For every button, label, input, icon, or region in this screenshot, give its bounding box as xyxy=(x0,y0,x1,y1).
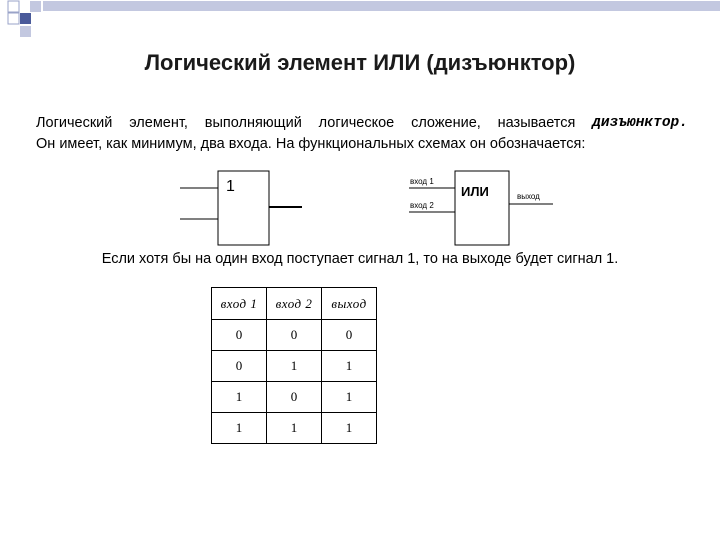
gate-label-1: 1 xyxy=(226,178,235,195)
table-cell: 1 xyxy=(322,351,377,382)
table-cell: 0 xyxy=(267,320,322,351)
word: Логический xyxy=(36,115,113,131)
table-cell: 1 xyxy=(322,382,377,413)
output-label: выход xyxy=(517,192,540,201)
word: элемент, xyxy=(129,115,188,131)
decorative-squares xyxy=(0,0,720,44)
input-2-label: вход 2 xyxy=(410,201,434,210)
paragraph-line-2: Он имеет, как минимум, два входа. На функциональных схемах он обозначается: xyxy=(36,136,586,152)
column-header: вход 2 xyxy=(267,288,322,320)
table-cell: 0 xyxy=(212,320,267,351)
word: выполняющий xyxy=(204,115,302,131)
table-header-row xyxy=(212,288,377,320)
table-cell: 0 xyxy=(267,382,322,413)
column-header: выход xyxy=(322,288,377,320)
word: сложение, xyxy=(411,115,481,131)
table-cell: 1 xyxy=(322,413,377,444)
description-paragraph xyxy=(36,113,688,155)
truth-table xyxy=(211,287,377,444)
table-row xyxy=(212,382,377,413)
table-row xyxy=(212,320,377,351)
table-cell: 1 xyxy=(267,351,322,382)
word: логическое xyxy=(318,115,395,131)
column-header: вход 1 xyxy=(212,288,267,320)
table-cell: 1 xyxy=(212,382,267,413)
table-cell: 0 xyxy=(212,351,267,382)
page-title: Логический элемент ИЛИ (дизъюнктор) xyxy=(144,50,576,75)
term-disjunctor: дизъюнктор. xyxy=(592,115,688,131)
table-row xyxy=(212,413,377,444)
table-cell: 1 xyxy=(212,413,267,444)
table-cell: 1 xyxy=(267,413,322,444)
gate-label-2: ИЛИ xyxy=(461,184,489,199)
input-1-label: вход 1 xyxy=(410,177,434,186)
table-row xyxy=(212,351,377,382)
word: называется xyxy=(497,115,576,131)
table-cell: 0 xyxy=(322,320,377,351)
rule-text: Если хотя бы на один вход поступает сигнал 1, то на выходе будет сигнал 1. xyxy=(101,251,619,267)
or-gate-symbol-labeled xyxy=(405,170,555,250)
or-gate-symbol-standard xyxy=(176,170,306,246)
